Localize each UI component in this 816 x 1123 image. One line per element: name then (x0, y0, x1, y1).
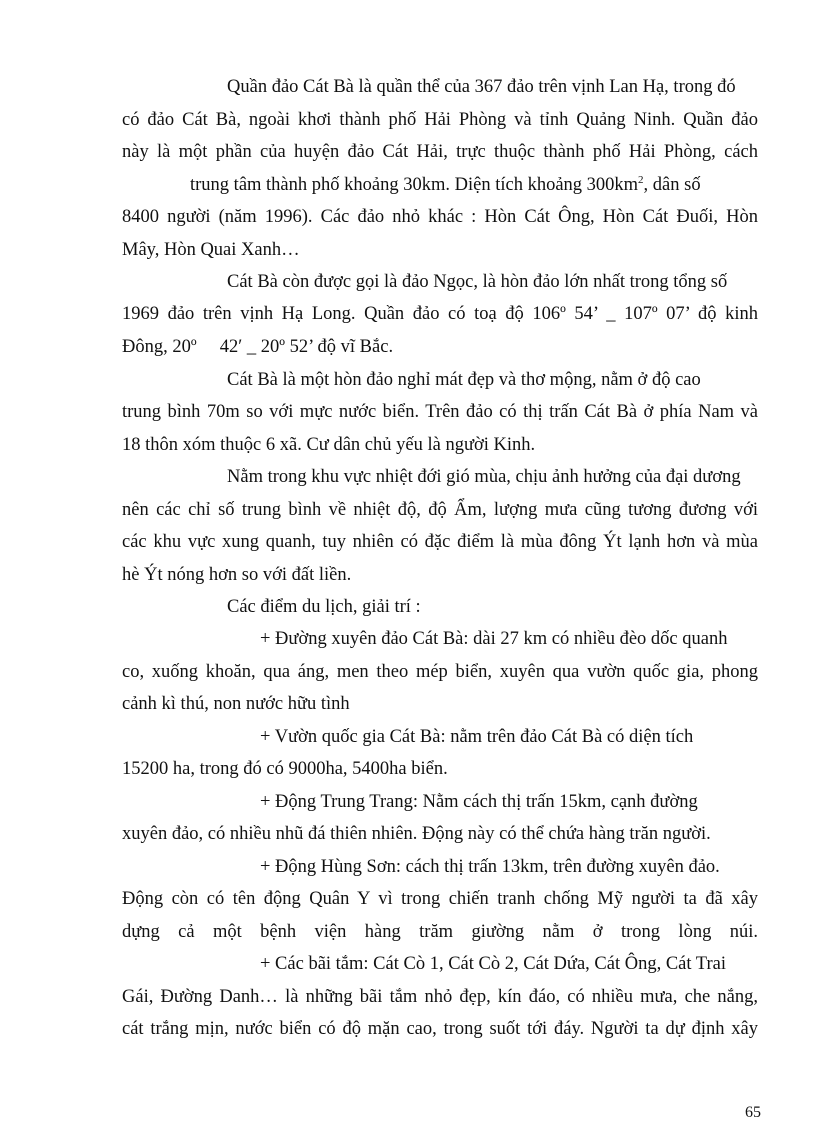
text-line: + Vườn quốc gia Cát Bà: nằm trên đảo Cát Bà có diện tích (260, 727, 694, 747)
superscript: 2 (638, 173, 644, 186)
text-line: nên các chỉ số trung bình về nhiệt độ, độ Ẩm, lượng mưa cũng tương đương với (122, 500, 758, 520)
page-number: 65 (745, 1104, 761, 1121)
text-line: + Động Trung Trang: Nằm cách thị trấn 15km, cạnh đường (260, 792, 698, 812)
text-line (190, 173, 758, 197)
text-line: 1969 đảo trên vịnh Hạ Long. Quần đảo có toạ độ 106º 54’ _ 107º 07’ độ kinh (122, 304, 758, 324)
text-segment: trung tâm thành phố khoảng 30km. Diện tích khoảng 300km (190, 175, 639, 195)
text-line: + Các bãi tắm: Cát Cò 1, Cát Cò 2, Cát Dứa, Cát Ông, Cát Trai (260, 954, 726, 974)
text-line: Các điểm du lịch, giải trí : (227, 597, 421, 617)
text-line: Cát Bà còn được gọi là đảo Ngọc, là hòn đảo lớn nhất trong tổng số (227, 272, 728, 292)
text-line: 15200 ha, trong đó có 9000ha, 5400ha biển. (122, 759, 448, 779)
text-line: Động còn có tên động Quân Y vì trong chiến tranh chống Mỹ người ta đã xây (122, 889, 758, 909)
text-line: hè Ýt nóng hơn so với đất liền. (122, 565, 352, 585)
text-line: dựng cả một bệnh viện hàng trăm giường nằm ở trong lòng núi. (122, 922, 758, 942)
text-line: Nằm trong khu vực nhiệt đới gió mùa, chịu ảnh hưởng của đại dương (227, 467, 741, 487)
text-line: trung bình 70m so với mực nước biển. Trên đảo có thị trấn Cát Bà ở phía Nam và (122, 402, 758, 422)
text-line: Mây, Hòn Quai Xanh… (122, 240, 300, 260)
text-segment: , dân số (643, 175, 701, 195)
text-line: Cát Bà là một hòn đảo nghỉ mát đẹp và thơ mộng, nằm ở độ cao (227, 370, 701, 390)
text-line: Quần đảo Cát Bà là quần thể của 367 đảo trên vịnh Lan Hạ, trong đó (227, 77, 736, 97)
text-line: co, xuống khoăn, qua áng, men theo mép biển, xuyên qua vườn quốc gia, phong (122, 662, 758, 682)
text-line: + Động Hùng Sơn: cách thị trấn 13km, trên đường xuyên đảo. (260, 857, 720, 877)
text-line: các khu vực xung quanh, tuy nhiên có đặc điểm là mùa đông Ýt lạnh hơn và mùa (122, 532, 758, 552)
text-line: 18 thôn xóm thuộc 6 xã. Cư dân chủ yếu là người Kinh. (122, 435, 536, 455)
text-line: này là một phần của huyện đảo Cát Hải, trực thuộc thành phố Hải Phòng, cách (122, 142, 758, 162)
text-line: cảnh kì thú, non nước hữu tình (122, 694, 350, 714)
text-line: xuyên đảo, có nhiều nhũ đá thiên nhiên. Động này có thể chứa hàng trăn người. (122, 824, 711, 844)
text-line: Đông, 20º 42′ _ 20º 52’ độ vĩ Bắc. (122, 337, 394, 357)
text-line: Gái, Đường Danh… là những bãi tắm nhỏ đẹp, kín đáo, có nhiều mưa, che nắng, (122, 987, 758, 1007)
text-line: 8400 người (năm 1996). Các đảo nhỏ khác : Hòn Cát Ông, Hòn Cát Đuối, Hòn (122, 207, 758, 227)
text-line: cát trắng mịn, nước biển có độ mặn cao, trong suốt tới đáy. Người ta dự định xây (122, 1019, 758, 1039)
text-line: có đảo Cát Bà, ngoài khơi thành phố Hải Phòng và tỉnh Quảng Ninh. Quần đảo (122, 110, 758, 130)
text-line: + Đường xuyên đảo Cát Bà: dài 27 km có nhiều đèo dốc quanh (260, 629, 728, 649)
